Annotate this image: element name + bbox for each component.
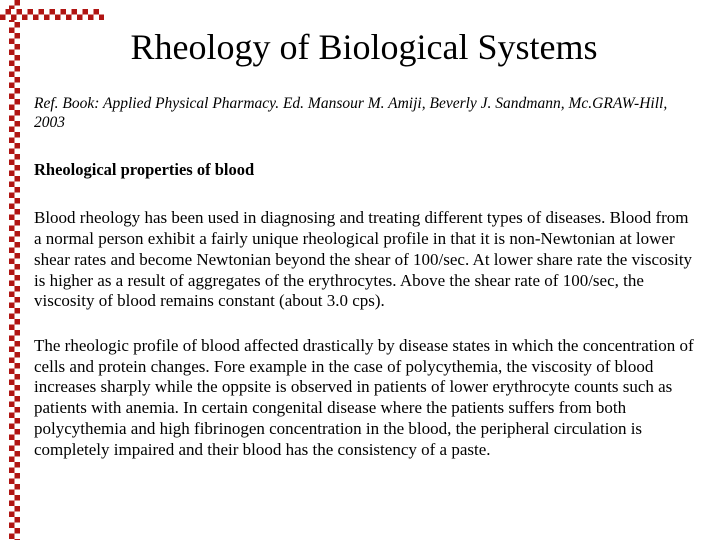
section-heading: Rheological properties of blood bbox=[34, 160, 255, 180]
body-paragraph-1: Blood rheology has been used in diagnosing and treating different types of diseases. Blood from a normal person exhibit a fairly unique rheological profile in that it is non-Newtonian at lower shear rates and become Newtonian beyond the shear of 100/sec. At lower share rate the viscosity is higher as a result of aggregates of the erythrocytes. Above the shear rate of 100/sec, the viscosity of blood remains constant (about 3.0 cps). bbox=[34, 208, 693, 311]
checkered-border-top bbox=[0, 9, 104, 20]
slide-content bbox=[34, 28, 694, 484]
slide-title: Rheology of Biological Systems bbox=[130, 27, 598, 67]
body-paragraph-2: The rheologic profile of blood affected drastically by disease states in which the concentration of cells and protein changes. Fore example in the case of polycythemia, the viscosity of blood increases sharply while the oppsite is observed in patients of lower erythrocyte counts such as patients with anemia. In certain congenital disease where the patients suffers from both polycythemia and high fibrinogen concentration in the blood, the peripheral circulation is completely impaired and their blood has the consistency of a paste. bbox=[34, 336, 694, 459]
checkered-border-left bbox=[9, 0, 20, 540]
reference-citation: Ref. Book: Applied Physical Pharmacy. Ed. Mansour M. Amiji, Beverly J. Sandmann, Mc.GRAW-Hill, 2003 bbox=[34, 94, 668, 131]
